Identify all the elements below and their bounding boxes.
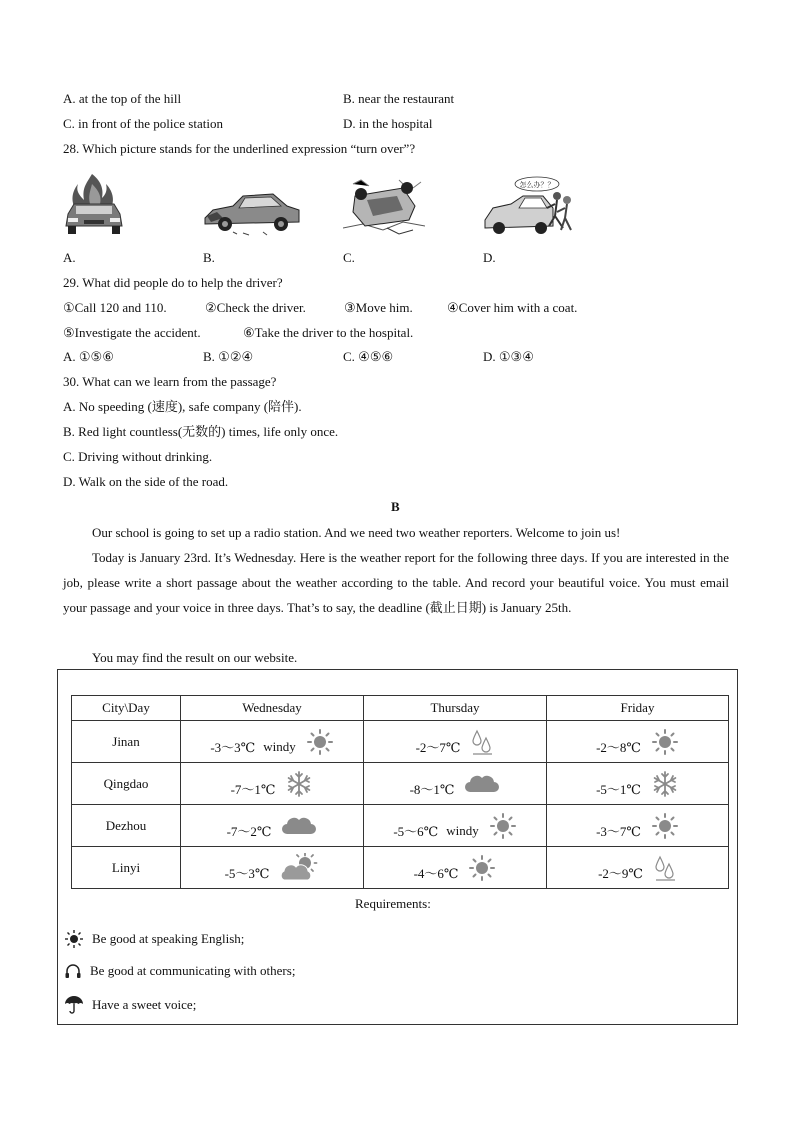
weather-cell-content bbox=[181, 728, 363, 756]
weather-cell bbox=[181, 805, 364, 847]
overturned-car-icon bbox=[343, 176, 425, 238]
weather-row bbox=[72, 805, 729, 847]
q29-item-1: ①Call 120 and 110. bbox=[63, 300, 167, 315]
umbrella-icon bbox=[64, 995, 84, 1015]
rain-icon bbox=[653, 854, 677, 882]
q28-label-d: D. bbox=[483, 250, 496, 265]
weather-cell bbox=[547, 763, 729, 805]
q27-option-b: B. near the restaurant bbox=[343, 91, 455, 106]
q27-option-c: C. in front of the police station bbox=[63, 116, 223, 131]
temperature: -5～6℃ bbox=[393, 824, 439, 839]
weather-row bbox=[72, 847, 729, 889]
sun-icon bbox=[306, 728, 334, 756]
temperature: -4～6℃ bbox=[413, 866, 459, 881]
weather-cell-content bbox=[547, 728, 728, 756]
weather-cell-content bbox=[547, 854, 728, 882]
q29-question: 29. What did people do to help the driver? bbox=[63, 275, 283, 290]
weather-table bbox=[71, 695, 729, 889]
header-cell: City\Day bbox=[72, 696, 181, 721]
weather-cell-content bbox=[364, 812, 546, 840]
city-cell: Qingdao bbox=[72, 763, 181, 805]
requirement-item bbox=[64, 962, 295, 980]
temperature: -5～3℃ bbox=[224, 866, 270, 881]
people-pushing-car-icon bbox=[483, 176, 575, 238]
weather-cell bbox=[364, 847, 547, 889]
weather-cell bbox=[547, 805, 729, 847]
weather-cell bbox=[364, 721, 547, 763]
weather-cell-content bbox=[181, 853, 363, 883]
crashed-car-icon bbox=[203, 188, 301, 238]
q29-item-6: ⑥Take the driver to the hospital. bbox=[243, 325, 414, 340]
section-b-paragraph-1: Our school is going to set up a radio station. And we need two weather reporters. Welcome to join us! bbox=[92, 525, 621, 540]
q29-item-4: ④Cover him with a coat. bbox=[447, 300, 578, 315]
requirement-item bbox=[64, 929, 244, 949]
headphones-icon bbox=[64, 962, 82, 980]
q30-question: 30. What can we learn from the passage? bbox=[63, 374, 277, 389]
q28-label-c: C. bbox=[343, 250, 355, 265]
sun-icon bbox=[468, 854, 496, 882]
snow-icon bbox=[285, 770, 313, 798]
temperature: -2～9℃ bbox=[598, 866, 643, 881]
section-b-paragraph-3: You may find the result on our website. bbox=[92, 650, 298, 665]
q30-option-b: B. Red light countless(无数的) times, life only once. bbox=[63, 424, 339, 439]
weather-cell-content bbox=[181, 814, 363, 838]
temperature: -2～7℃ bbox=[415, 740, 461, 755]
header-cell: Thursday bbox=[364, 696, 547, 721]
header-cell: Friday bbox=[547, 696, 729, 721]
q28-question: 28. Which picture stands for the underlined expression “turn over”? bbox=[63, 141, 416, 156]
weather-cell bbox=[364, 763, 547, 805]
q28-label-b: B. bbox=[203, 250, 215, 265]
partly-cloudy-icon bbox=[279, 853, 319, 883]
requirements-title: Requirements: bbox=[355, 896, 431, 911]
requirement-item bbox=[64, 995, 196, 1015]
cloud-icon bbox=[281, 814, 317, 838]
q30-option-d: D. Walk on the side of the road. bbox=[63, 474, 229, 489]
temperature: -3～3℃ bbox=[210, 740, 256, 755]
temperature: -8～1℃ bbox=[409, 782, 455, 797]
requirement-text: Be good at communicating with others; bbox=[90, 963, 296, 978]
q27-option-d: D. in the hospital bbox=[343, 116, 433, 131]
weather-cell bbox=[547, 721, 729, 763]
temperature: -3～7℃ bbox=[596, 824, 641, 839]
car-on-fire-icon bbox=[62, 170, 126, 238]
temperature: -7～1℃ bbox=[230, 782, 276, 797]
q29-option-c: C. ④⑤⑥ bbox=[343, 349, 394, 364]
requirement-text: Have a sweet voice; bbox=[92, 997, 197, 1012]
q27-option-a: A. at the top of the hill bbox=[63, 91, 182, 106]
city-cell: Linyi bbox=[72, 847, 181, 889]
section-b-paragraph-2: Today is January 23rd. It’s Wednesday. Here is the weather report for the following three days. If you are interested in the job, please write a short passage about the weather according to the table. And record your beautiful voice. You must email your passage and your voice in three days. That’s to say, the deadline (截止日期) is January 25th. bbox=[63, 550, 729, 615]
q30-option-c: C. Driving without drinking. bbox=[63, 449, 213, 464]
weather-row bbox=[72, 721, 729, 763]
q29-option-d: D. ①③④ bbox=[483, 349, 534, 364]
cloud-icon bbox=[464, 772, 500, 796]
speech-bubble-text: 怎么办？？ bbox=[519, 181, 555, 189]
weather-cell-content bbox=[181, 770, 363, 798]
q29-option-a: A. ①⑤⑥ bbox=[63, 349, 114, 364]
weather-cell-content bbox=[364, 772, 546, 796]
weather-cell bbox=[181, 847, 364, 889]
weather-cell-content bbox=[364, 854, 546, 882]
weather-row bbox=[72, 763, 729, 805]
weather-table-header bbox=[72, 696, 729, 721]
weather-cell-content bbox=[547, 770, 728, 798]
sun-icon bbox=[489, 812, 517, 840]
header-cell: Wednesday bbox=[181, 696, 364, 721]
sun-icon bbox=[64, 929, 84, 949]
weather-cell-content bbox=[364, 728, 546, 756]
section-b-heading: B bbox=[391, 499, 400, 514]
weather-cell bbox=[181, 763, 364, 805]
q29-item-2: ②Check the driver. bbox=[205, 300, 306, 315]
city-cell: Jinan bbox=[72, 721, 181, 763]
q29-item-3: ③Move him. bbox=[344, 300, 413, 315]
requirement-text: Be good at speaking English; bbox=[92, 931, 245, 946]
weather-cell bbox=[181, 721, 364, 763]
q29-item-5: ⑤Investigate the accident. bbox=[63, 325, 201, 340]
weather-cell bbox=[547, 847, 729, 889]
city-cell: Dezhou bbox=[72, 805, 181, 847]
weather-note: windy bbox=[263, 738, 296, 754]
sun-icon bbox=[651, 812, 679, 840]
sun-icon bbox=[651, 728, 679, 756]
weather-cell bbox=[364, 805, 547, 847]
q28-label-a: A. bbox=[63, 250, 76, 265]
q29-option-b: B. ①②④ bbox=[203, 349, 254, 364]
weather-cell-content bbox=[547, 812, 728, 840]
temperature: -5～1℃ bbox=[596, 782, 641, 797]
weather-note: windy bbox=[446, 822, 479, 838]
temperature: -2～8℃ bbox=[596, 740, 641, 755]
snow-icon bbox=[651, 770, 679, 798]
temperature: -7～2℃ bbox=[226, 824, 272, 839]
rain-icon bbox=[470, 728, 494, 756]
q30-option-a: A. No speeding (速度), safe company (陪伴). bbox=[63, 399, 302, 414]
